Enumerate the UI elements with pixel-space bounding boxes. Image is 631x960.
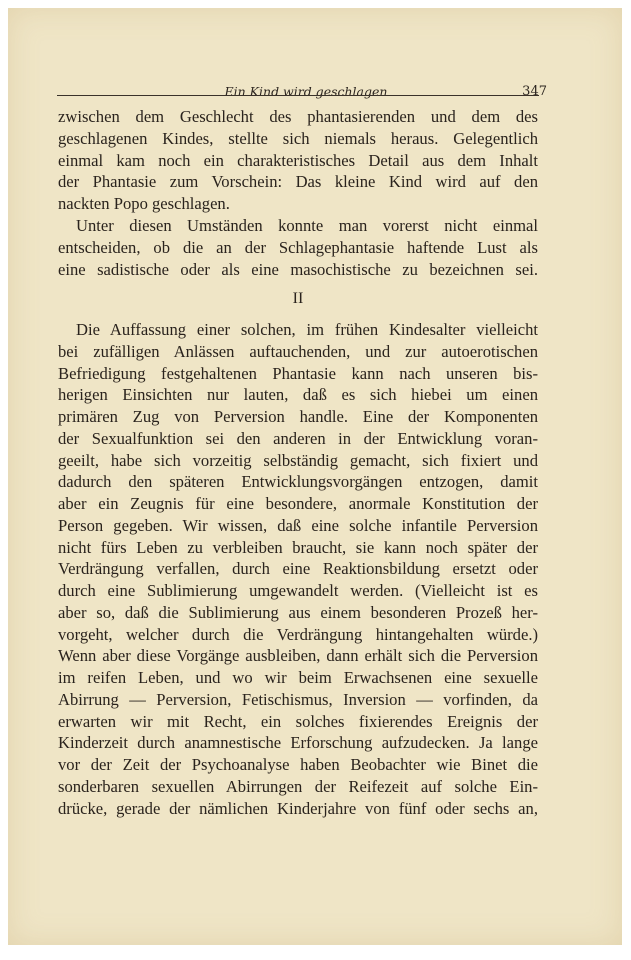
text-line: im reifen Leben, und wo wir beim Erwachsenen eine sexuelle (58, 668, 538, 687)
text-line: aber so, daß die Sublimierung aus einem besonderen Prozeß her- (58, 602, 538, 622)
text-line: Kinderzeit durch anamnestische Erforschung aufzudecken. Ja lange (58, 733, 538, 753)
text-line: erwarten wir mit Recht, ein solches fixierendes Ereignis der (58, 711, 538, 731)
text-line: entscheiden, ob die an der Schlagephantasie haftende Lust als (58, 237, 538, 257)
text-line: der Phantasie zum Vorschein: Das kleine Kind wird auf den (58, 172, 538, 192)
text-line: geeilt, habe sich vorzeitig selbständig gemacht, sich fixiert und (58, 450, 538, 470)
header-rule (57, 95, 539, 96)
page-number: 347 (522, 84, 547, 99)
text-line: eine sadistische oder als eine masochistische zu bezeichnen sei. (58, 259, 538, 279)
text-line: aber ein Zeugnis für eine besondere, anormale Konstitution der (58, 494, 538, 513)
text-line: primären Zug von Perversion handle. Eine der Komponenten (58, 407, 538, 426)
text-line: herigen Einsichten nur lauten, daß es sich hiebei um einen (58, 385, 538, 405)
text-line: der Sexualfunktion sei den anderen in der Entwicklung voran- (58, 428, 538, 448)
text-line: Befriedigung festgehaltenen Phantasie kann nach unseren bis- (58, 363, 538, 383)
text-line: sonderbaren sexuellen Abirrungen der Reifezeit auf solche Ein- (58, 776, 538, 796)
text-line: bei zufälligen Anlässen auftauchenden, und zur autoerotischen (58, 341, 538, 361)
page-header (65, 82, 547, 100)
text-line: durch eine Sublimierung umgewandelt werden. (Vielleicht ist es (58, 581, 538, 600)
text-line: Person gegeben. Wir wissen, daß eine solche infantile Perversion (58, 515, 538, 535)
text-line: nicht fürs Leben zu verbleiben braucht, sie kann noch später der (58, 537, 538, 557)
paragraph-1 (58, 106, 538, 215)
text-line: zwischen dem Geschlecht des phantasierenden und dem des (58, 107, 538, 126)
section-heading: II (292, 290, 304, 307)
paragraph-2 (58, 215, 538, 280)
text-line: Verdrängung verfallen, durch eine Reaktionsbildung ersetzt oder (58, 559, 538, 579)
text-line: geschlagenen Kindes, stellte sich niemals heraus. Gelegentlich (58, 128, 538, 148)
text-line: vorgeht, welcher durch die Verdrängung hintangehalten würde.) (58, 624, 538, 644)
paragraph-3 (58, 319, 538, 819)
text-line: Die Auffassung einer solchen, im frühen Kindesalter vielleicht (76, 320, 538, 339)
text-line: Abirrung — Perversion, Fetischismus, Inversion — vorfinden, da (58, 689, 538, 709)
text-line: dadurch den späteren Entwicklungsvorgängen entzogen, damit (58, 472, 538, 492)
text-line: Wenn aber diese Vorgänge ausbleiben, dann erhält sich die Perversion (58, 646, 538, 666)
text-line: vor der Zeit der Psychoanalyse haben Beobachter wie Binet die (58, 755, 538, 774)
text-line: nackten Popo geschlagen. (58, 194, 230, 213)
running-title: Ein Kind wird geschlagen (224, 84, 388, 99)
text-line: einmal kam noch ein charakteristisches Detail aus dem Inhalt (58, 150, 538, 170)
text-line: drücke, gerade der nämlichen Kinderjahre von fünf oder sechs an, (58, 798, 538, 818)
text-line: Unter diesen Umständen konnte man vorerst nicht einmal (76, 216, 538, 235)
